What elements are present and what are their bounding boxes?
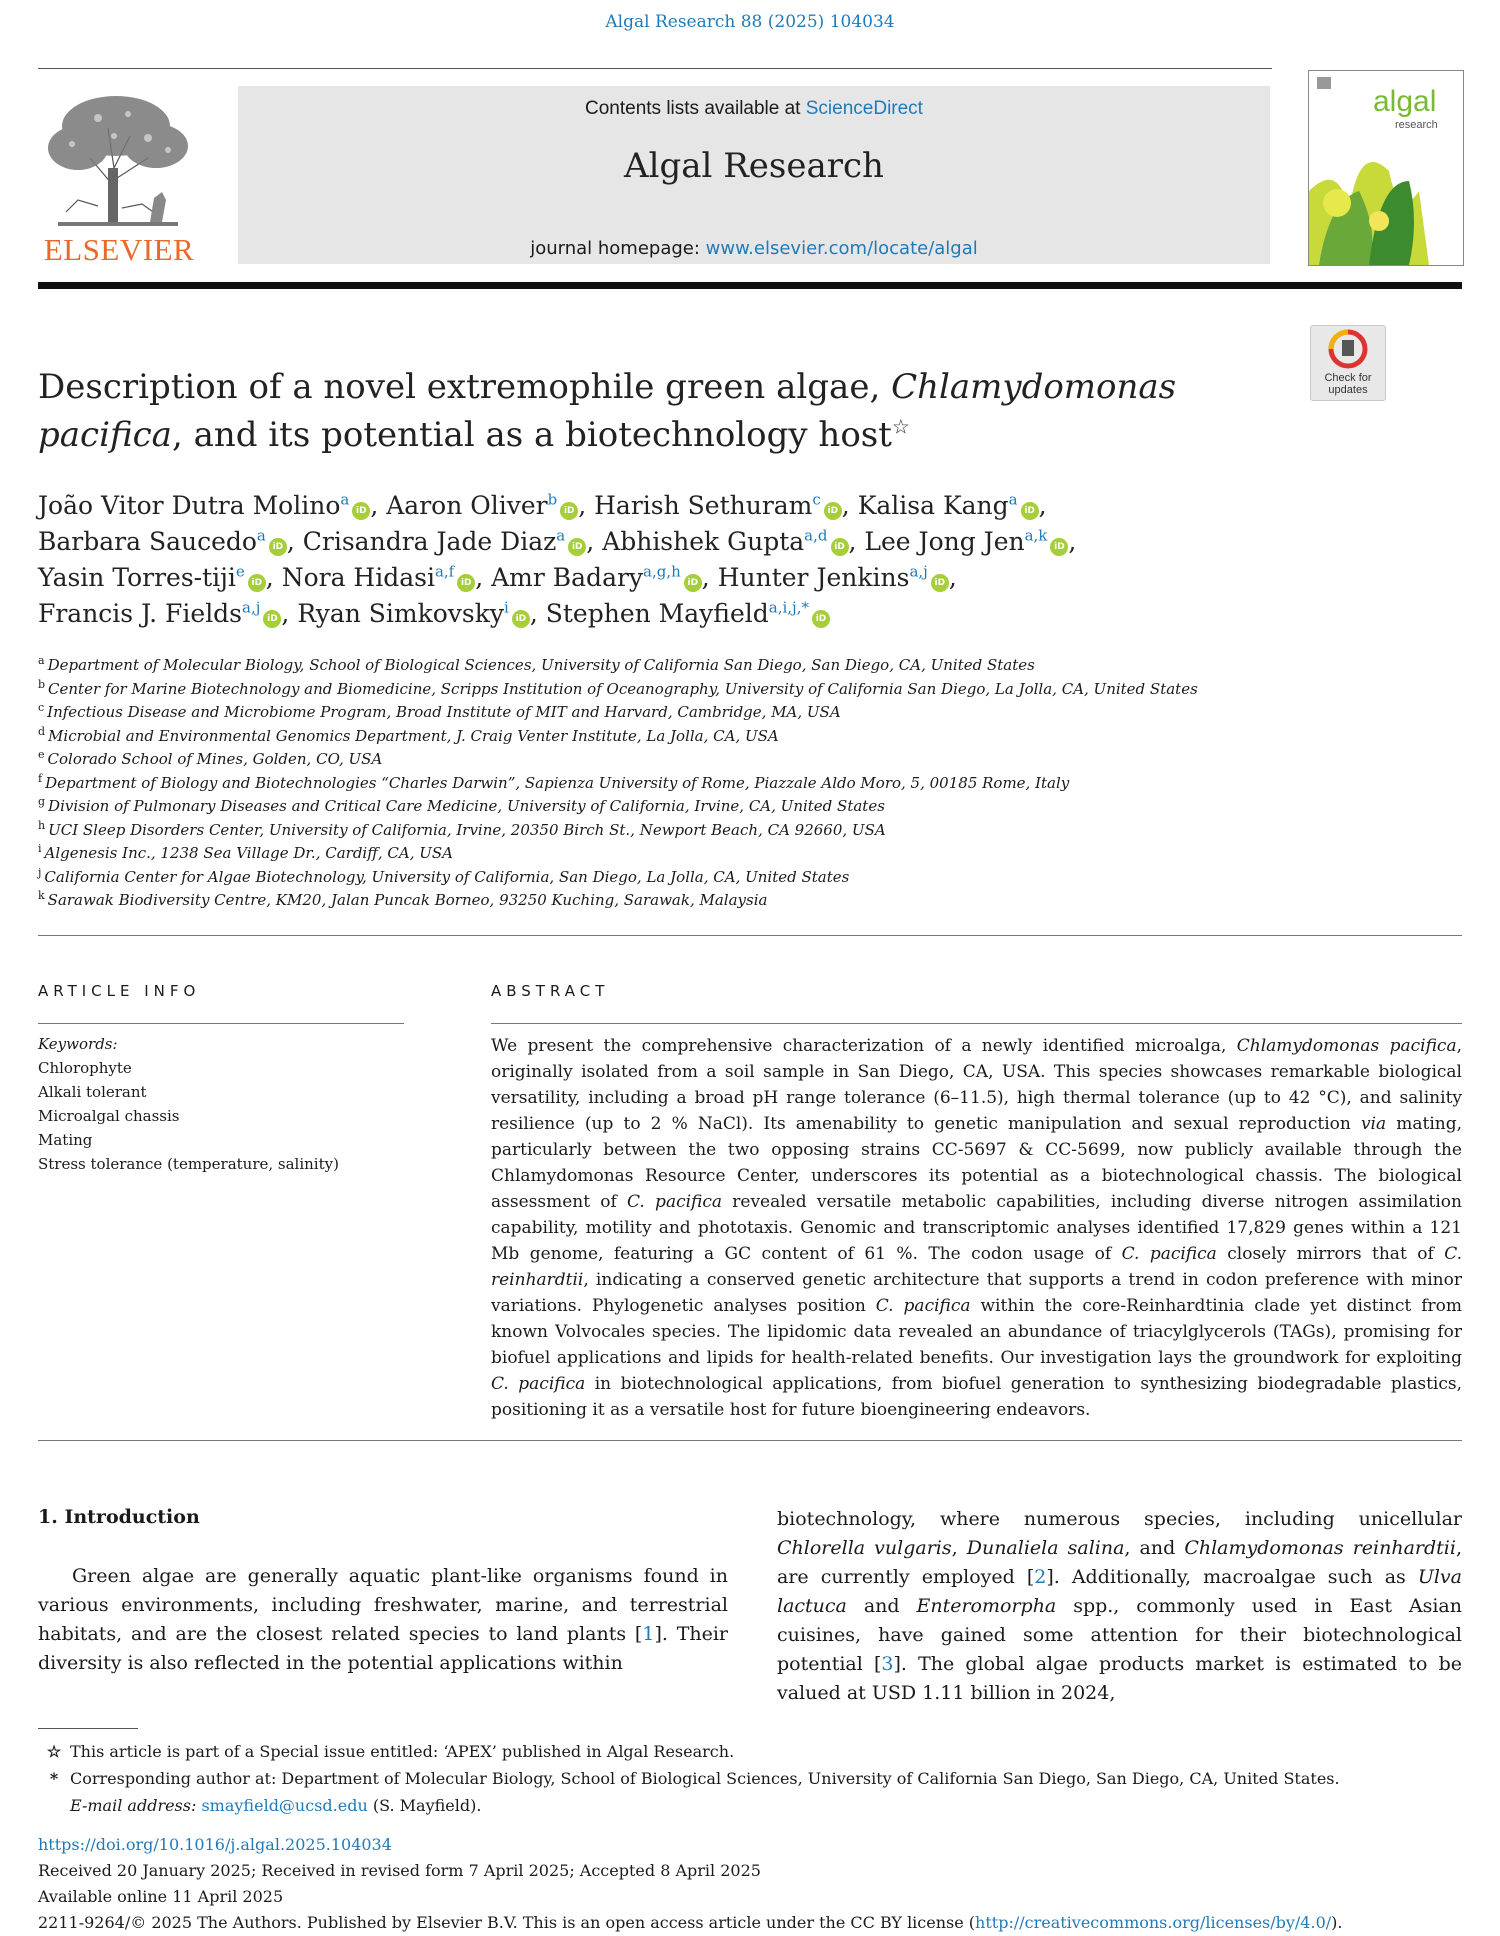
orcid-icon[interactable]: iD xyxy=(512,610,530,628)
affiliation-text: Department of Molecular Biology, School of Biological Sciences, University of California San Diego, San Diego, CA, United States xyxy=(47,656,1035,674)
text-segment: spp., commonly used in East Asian cuisines, have gained some attention for their biotechnological potential [ xyxy=(777,1595,1462,1675)
italic-segment: Chlamydomonas pacifica xyxy=(1236,1036,1457,1056)
license-prefix: 2211-9264/© 2025 The Authors. Published by Elsevier B.V. This is an open access article under the CC BY license ( xyxy=(38,1913,976,1932)
author-affiliation-marker[interactable]: a,g,h xyxy=(643,562,681,581)
italic-segment: C. pacifica xyxy=(875,1296,971,1316)
author xyxy=(386,491,578,520)
check-for-updates-badge[interactable] xyxy=(1310,325,1386,401)
elsevier-logo[interactable] xyxy=(38,88,200,268)
keywords-label: Keywords: xyxy=(38,1035,118,1053)
affiliation-key: e xyxy=(38,748,45,761)
introduction-column-2 xyxy=(777,1505,1462,1708)
author-affiliation-marker[interactable]: a xyxy=(340,490,350,509)
text-segment: revealed versatile metabolic capabilities, including diverse nitrogen assimilation capability, motility and phototaxis. Genomic and transcriptomic analyses identified 17,829 genes within a 121 Mb genome, featuring a GC content of 61 %. The codon usage of xyxy=(491,1192,1462,1264)
author xyxy=(491,563,702,592)
footnote-rule xyxy=(38,1728,138,1729)
journal-banner xyxy=(238,86,1270,264)
text-segment: mating, particularly between the two opposing strains CC-5697 & CC-5699, now publicly available through the Chlamydomonas Resource Center, underscores its potential as a biotechnological chassis. The biological assessment of xyxy=(491,1114,1463,1212)
affiliation xyxy=(38,795,1438,819)
license-link[interactable]: http://creativecommons.org/licenses/by/4.0/ xyxy=(975,1913,1332,1932)
publication-info xyxy=(38,1832,1462,1936)
received-dates: Received 20 January 2025; Received in revised form 7 April 2025; Accepted 8 April 2025 xyxy=(38,1861,761,1880)
introduction-heading: 1. Introduction xyxy=(38,1506,200,1528)
homepage-prefix: journal homepage: xyxy=(530,238,706,259)
keywords-block xyxy=(38,1032,418,1176)
section-rule xyxy=(38,1440,1462,1441)
footnote-corr-text: Corresponding author at: Department of Molecular Biology, School of Biological Sciences, University of California San Diego, San Diego, CA, United States. xyxy=(70,1769,1340,1788)
text-segment: ]. The global algae products market is estimated to be valued at USD 1.11 billion in 2024, xyxy=(777,1653,1462,1704)
affiliation-key: i xyxy=(38,842,42,855)
affiliation-list xyxy=(38,654,1438,913)
keyword: Chlorophyte xyxy=(38,1059,132,1077)
italic-segment: via xyxy=(1360,1114,1387,1134)
abstract-text xyxy=(491,1033,1462,1423)
author-name[interactable]: João Vitor Dutra Molino xyxy=(38,491,341,520)
orcid-icon[interactable]: iD xyxy=(248,574,266,592)
orcid-icon[interactable]: iD xyxy=(831,538,849,556)
author-affiliation-marker[interactable]: a,f xyxy=(434,562,455,581)
crossmark-icon xyxy=(1311,326,1385,370)
license-suffix: ). xyxy=(1331,1913,1343,1932)
elsevier-wordmark: ELSEVIER xyxy=(43,232,195,267)
email-owner: (S. Mayfield). xyxy=(367,1796,482,1815)
text-segment: ]. Additionally, macroalgae such as xyxy=(1046,1566,1418,1588)
text-segment: in biotechnological applications, from biofuel generation to synthesizing biodegradable plastics, positioning it as a versatile host for future bioengineering endeavors. xyxy=(491,1374,1462,1420)
author xyxy=(864,527,1068,556)
author-name[interactable]: Francis J. Fields xyxy=(38,599,243,628)
affiliation-text: Colorado School of Mines, Golden, CO, USA xyxy=(47,750,383,768)
affiliation-text: Infectious Disease and Microbiome Program, Broad Institute of MIT and Harvard, Cambridge, MA, USA xyxy=(47,703,841,721)
reference-link[interactable]: 1 xyxy=(642,1623,655,1645)
italic-segment: Dunaliela salina xyxy=(966,1537,1125,1559)
orcid-icon[interactable]: iD xyxy=(269,538,287,556)
keyword: Microalgal chassis xyxy=(38,1107,180,1125)
author xyxy=(38,563,266,592)
introduction-column-1 xyxy=(38,1562,728,1678)
author-name[interactable]: Yasin Torres-tiji xyxy=(38,563,236,592)
affiliation xyxy=(38,701,1438,725)
affiliation-text: Algenesis Inc., 1238 Sea Village Dr., Cardiff, CA, USA xyxy=(44,844,453,862)
footnote-corresponding xyxy=(38,1765,1462,1792)
author-name[interactable]: Aaron Oliver xyxy=(386,491,548,520)
author-name[interactable]: Crisandra Jade Diaz xyxy=(302,527,557,556)
article-info-heading: ARTICLE INFO xyxy=(38,982,201,1000)
author xyxy=(718,563,949,592)
affiliation xyxy=(38,819,1438,843)
text-segment: Green algae are generally aquatic plant-like organisms found in various environments, including freshwater, marine, and terrestrial habitats, and are the closest related species to land plants [ xyxy=(38,1565,728,1645)
affiliation-text: Division of Pulmonary Diseases and Critical Care Medicine, University of California, Irvine, CA, United States xyxy=(48,797,885,815)
footnote-star-text: This article is part of a Special issue entitled: ‘APEX’ published in Algal Research. xyxy=(70,1742,735,1761)
affiliation-text: Microbial and Environmental Genomics Department, J. Craig Venter Institute, La Jolla, CA, USA xyxy=(48,726,779,745)
journal-citation[interactable]: Algal Research 88 (2025) 104034 xyxy=(605,12,895,32)
author xyxy=(546,599,830,628)
author-name[interactable]: Harish Sethuram xyxy=(594,491,813,520)
crossmark-label: Check for updates xyxy=(1324,372,1372,396)
orcid-icon[interactable]: iD xyxy=(568,538,586,556)
journal-name[interactable]: Algal Research xyxy=(624,146,884,186)
affiliation xyxy=(38,772,1438,796)
reference-link[interactable]: 2 xyxy=(1034,1566,1047,1588)
affiliation-key: c xyxy=(38,701,45,714)
author-name[interactable]: Hunter Jenkins xyxy=(717,563,910,592)
author xyxy=(38,491,370,520)
author-affiliation-marker[interactable]: a,k xyxy=(1024,526,1048,545)
author xyxy=(282,563,476,592)
affiliation-key: a xyxy=(38,654,45,667)
author xyxy=(858,491,1039,520)
keyword: Stress tolerance (temperature, salinity) xyxy=(38,1155,339,1173)
orcid-icon[interactable]: iD xyxy=(812,610,830,628)
cover-title: algal xyxy=(1373,85,1437,118)
affiliation-text: UCI Sleep Disorders Center, University of California, Irvine, 20350 Birch St., Newport Beach, CA 92660, USA xyxy=(48,820,886,839)
tree-illustration-icon xyxy=(38,88,200,228)
author-affiliation-marker[interactable]: a xyxy=(556,526,566,545)
title-species: Chlamydomonas pacifica xyxy=(38,367,1177,455)
text-segment: We present the comprehensive characterization of a newly identified microalga, xyxy=(491,1036,1237,1056)
italic-segment: Chlamydomonas reinhardtii xyxy=(1184,1537,1456,1559)
keyword-list xyxy=(38,1056,418,1176)
orcid-icon[interactable]: iD xyxy=(1021,502,1039,520)
section-rule xyxy=(38,935,1462,936)
author xyxy=(602,527,848,556)
journal-homepage-link[interactable]: www.elsevier.com/locate/algal xyxy=(705,238,978,259)
footnote-email xyxy=(38,1792,1462,1819)
article-title xyxy=(38,363,1278,459)
affiliation xyxy=(38,842,1438,866)
text-segment: within the core-Reinhardtinia clade yet distinct from known Volvocales species. The lipidomic data revealed an abundance of triacylglycerols (TAGs), promising for biofuel applications and lipids for health-related benefits. Our investigation lays the groundwork for exploiting xyxy=(491,1296,1462,1368)
author-name[interactable]: Abhishek Gupta xyxy=(602,527,805,556)
orcid-icon[interactable]: iD xyxy=(263,610,281,628)
text-segment: ]. Their diversity is also reflected in the potential applications within xyxy=(38,1623,729,1674)
article-info-rule xyxy=(38,1023,404,1024)
footnote-special-issue xyxy=(38,1738,1462,1765)
reference-link[interactable]: 3 xyxy=(881,1653,894,1675)
email-link[interactable]: smayfield@ucsd.edu xyxy=(201,1796,368,1815)
text-segment: , indicating a conserved genetic architecture that supports a trend in codon preference with minor variations. Phylogenetic analyses position xyxy=(491,1270,1462,1316)
orcid-icon[interactable]: iD xyxy=(684,574,702,592)
license-line xyxy=(38,1910,1462,1936)
journal-cover-thumbnail[interactable] xyxy=(1308,70,1464,266)
author-affiliation-marker[interactable]: e xyxy=(235,562,245,581)
homepage-line xyxy=(238,238,1270,259)
author-affiliation-marker[interactable]: a xyxy=(256,526,266,545)
author xyxy=(303,527,586,556)
affiliation-key: g xyxy=(38,795,46,808)
doi-link[interactable]: https://doi.org/10.1016/j.algal.2025.104034 xyxy=(38,1835,392,1854)
author-affiliation-marker[interactable]: a xyxy=(1008,490,1018,509)
sciencedirect-link[interactable]: ScienceDirect xyxy=(805,98,923,119)
orcid-icon[interactable]: iD xyxy=(457,574,475,592)
author-affiliation-marker[interactable]: c xyxy=(812,490,821,509)
available-online: Available online 11 April 2025 xyxy=(38,1887,284,1906)
italic-segment: Enteromorpha xyxy=(916,1595,1057,1617)
keyword: Alkali tolerant xyxy=(38,1083,147,1101)
title-part1: Description of a novel extremophile green algae, xyxy=(38,367,892,407)
affiliation xyxy=(38,889,1438,913)
author-affiliation-marker[interactable]: a,i,j,* xyxy=(768,598,809,617)
contents-line xyxy=(238,98,1270,120)
italic-segment: C. pacifica xyxy=(1121,1244,1217,1264)
footnote-star-mark: ☆ xyxy=(46,1742,62,1761)
author-affiliation-marker[interactable]: a,j xyxy=(909,562,928,581)
italic-segment: C. pacifica xyxy=(627,1192,723,1212)
author-name[interactable]: Ryan Simkovsky xyxy=(297,599,505,628)
footnotes xyxy=(38,1738,1462,1819)
affiliation-key: h xyxy=(38,818,46,832)
text-segment: closely mirrors that of xyxy=(1216,1244,1445,1264)
author-affiliation-marker[interactable]: i xyxy=(504,598,509,617)
affiliation-key: b xyxy=(38,677,46,691)
author-name[interactable]: Lee Jong Jen xyxy=(864,527,1025,556)
author-list: João Vitor Dutra Molino$^a$iD , Aaron Oliver$^b$iD , Harish Sethuram$^c$iD , Kalisa Kang$^a$iD , Barbara Saucedo$^a$iD , Crisandra Jade Diaz$^a$iD , Abhishek Gupta$^{a,d}$iD , Lee Jong Jen$^{a,k}$iD , Yasin Torres-tiji$^e$iD , Nora Hidasi$^{a,f}$iD , Amr Badary$^{a,g,h}$iD , Hunter Jenkins$^{a,j}$iD , Francis J. Fields$^{a,j}$iD , Ryan Simkovsky$^i$iD , Stephen Mayfield$^{a,i,j,*}$iD xyxy=(38,490,1077,628)
abstract-heading: ABSTRACT xyxy=(491,982,610,1000)
text-segment: , xyxy=(951,1537,967,1559)
text-segment: , and xyxy=(1124,1537,1185,1559)
cover-subtitle: research xyxy=(1395,119,1438,131)
affiliation xyxy=(38,866,1438,890)
orcid-icon[interactable]: iD xyxy=(824,502,842,520)
affiliation-key: d xyxy=(38,724,46,738)
orcid-icon[interactable]: iD xyxy=(560,502,578,520)
affiliation xyxy=(38,725,1438,749)
author-name[interactable]: Stephen Mayfield xyxy=(545,599,769,628)
author-name[interactable]: Nora Hidasi xyxy=(281,563,435,592)
text-segment: , originally isolated from a soil sample in San Diego, CA, USA. This species showcases remarkable biological versatility, including a broad pH range tolerance (6–11.5), high thermal tolerance (up to 42 °C), and salinity resilience (up to 2 % NaCl). Its amenability to genetic manipulation and sexual reproduction xyxy=(491,1036,1462,1134)
affiliation-key: k xyxy=(38,889,45,902)
text-segment: biotechnology, where numerous species, including unicellular xyxy=(777,1508,1462,1530)
affiliation-key: f xyxy=(38,771,43,785)
author-name[interactable]: Barbara Saucedo xyxy=(38,527,257,556)
affiliation xyxy=(38,678,1438,702)
orcid-icon[interactable]: iD xyxy=(352,502,370,520)
affiliation-key: j xyxy=(38,865,42,879)
footnote-corr-mark: * xyxy=(49,1769,59,1788)
abstract-rule xyxy=(491,1023,1462,1024)
affiliation xyxy=(38,748,1438,772)
author-name[interactable]: Kalisa Kang xyxy=(857,491,1009,520)
orcid-icon[interactable]: iD xyxy=(931,574,949,592)
keyword: Mating xyxy=(38,1131,93,1149)
italic-segment: C. pacifica xyxy=(491,1374,586,1394)
author xyxy=(594,491,842,520)
author-affiliation-marker[interactable]: b xyxy=(547,490,558,509)
header-thick-rule xyxy=(38,282,1462,289)
affiliation-text: California Center for Algae Biotechnology, University of California, San Diego, La Jolla, CA, United States xyxy=(44,867,850,886)
author xyxy=(297,599,530,628)
title-part2: , and its potential as a biotechnology host xyxy=(171,415,892,455)
orcid-icon[interactable]: iD xyxy=(1050,538,1068,556)
title-star-footnote[interactable]: ☆ xyxy=(891,414,910,439)
author-affiliation-marker[interactable]: a,d xyxy=(804,526,828,545)
italic-segment: Ulva lactuca xyxy=(777,1566,1462,1617)
author xyxy=(38,599,281,628)
text-segment: , are currently employed [ xyxy=(777,1537,1462,1588)
author xyxy=(38,527,287,556)
affiliation-text: Sarawak Biodiversity Centre, KM20, Jalan Puncak Borneo, 93250 Kuching, Sarawak, Malaysia xyxy=(47,891,768,909)
contents-prefix: Contents lists available at xyxy=(585,98,806,119)
italic-segment: Chlorella vulgaris xyxy=(777,1537,952,1559)
author-name[interactable]: Amr Badary xyxy=(491,563,644,592)
affiliation-text: Center for Marine Biotechnology and Biomedicine, Scripps Institution of Oceanography, University of California San Diego, La Jolla, CA, United States xyxy=(48,679,1198,698)
author-affiliation-marker[interactable]: a,j xyxy=(242,598,261,617)
affiliation-text: Department of Biology and Biotechnologies “Charles Darwin”, Sapienza University of Rome, Piazzale Aldo Moro, 5, 00185 Rome, Italy xyxy=(45,773,1070,792)
text-segment: and xyxy=(846,1595,917,1617)
affiliation xyxy=(38,654,1438,678)
italic-segment: C. reinhardtii xyxy=(491,1244,1462,1290)
email-label: E-mail address: xyxy=(70,1796,197,1815)
header-rule xyxy=(38,68,1272,69)
